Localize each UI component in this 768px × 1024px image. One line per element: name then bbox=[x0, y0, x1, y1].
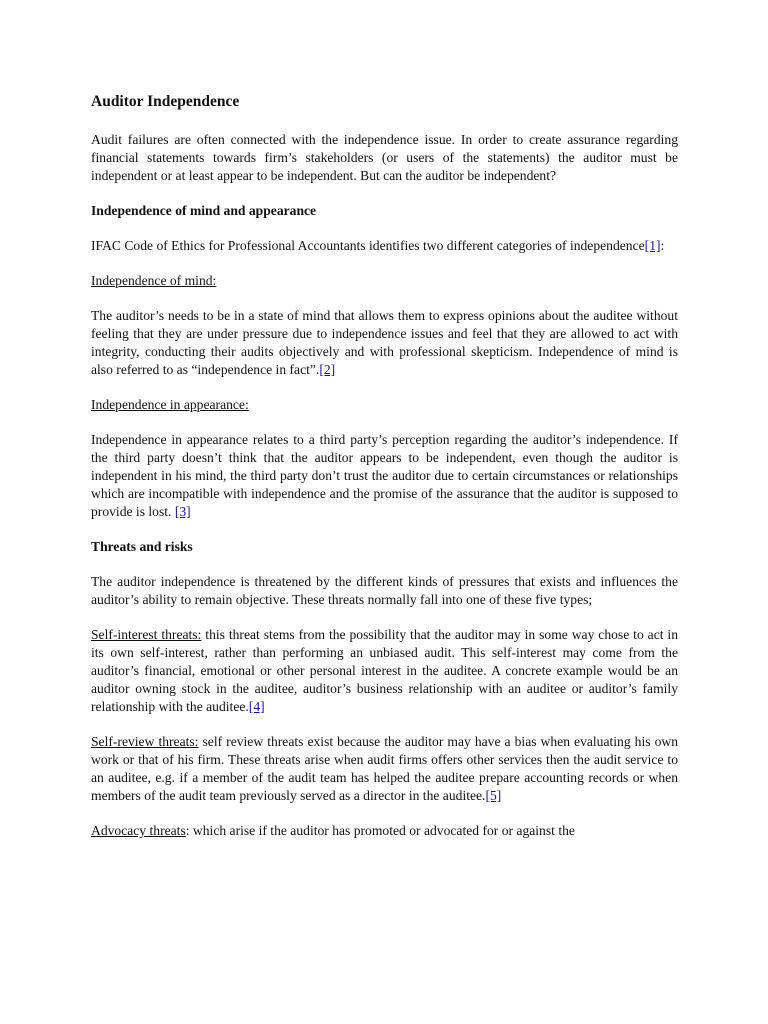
self-review-text: self review threats exist because the auditor may have a bias when evaluating his own work or that of his firm. These threats arise when audit firms offers other services then the audit service to an auditee, e.g. if a member of the audit team has helped the auditee prepare accounting records or when members of the audit team previously served as a director in the auditee. bbox=[91, 734, 678, 803]
mind-paragraph bbox=[91, 307, 678, 379]
self-interest-paragraph bbox=[91, 626, 678, 716]
appearance-label bbox=[91, 396, 678, 414]
footnote-link-1[interactable]: [1] bbox=[644, 238, 661, 253]
independence-of-mind-label: Independence of mind: bbox=[91, 273, 217, 288]
footnote-link-2[interactable]: [2] bbox=[319, 362, 336, 377]
self-interest-label: Self-interest threats: bbox=[91, 627, 202, 642]
mind-text: The auditor’s needs to be in a state of mind that allows them to express opinions about the auditee without feeling that they are under pressure due to independence issues and feel that they are allowed to act with integrity, conducting their audits objectively and with professional skepticism. Independence of mind is also referred to as “independence in fact”. bbox=[91, 308, 678, 377]
document-page bbox=[91, 92, 678, 857]
advocacy-text: : which arise if the auditor has promoted or advocated for or against the bbox=[185, 823, 575, 838]
footnote-link-5[interactable]: [5] bbox=[485, 788, 502, 803]
threats-intro-paragraph: The auditor independence is threatened by the different kinds of pressures that exists and influences the auditor’s ability to remain objective. These threats normally fall into one of these five types; bbox=[91, 574, 678, 607]
self-interest-text: this threat stems from the possibility that the auditor may in some way chose to act in its own self-interest, rather than performing an unbiased audit. This self-interest may come from the auditor’s financial, emotional or other personal interest in the auditee. A concrete example would be an auditor owning stock in the auditee, auditor’s business relationship with an auditee or auditor’s family relationship with the auditee. bbox=[91, 627, 678, 714]
appearance-text: Independence in appearance relates to a third party’s perception regarding the auditor’s independence. If the third party doesn’t think that the auditor appears to be independent, even though the auditor is independent in his mind, the third party don’t trust the auditor due to certain circumstances or relationships which are incompatible with independence and the promise of the assurance that the auditor is supposed to provide is lost. bbox=[91, 432, 678, 519]
intro-paragraph: Audit failures are often connected with the independence issue. In order to create assurance regarding financial statements towards firm’s stakeholders (or users of the statements) the auditor must be independent or at least appear to be independent. But can the auditor be independent? bbox=[91, 132, 678, 183]
footnote-link-4[interactable]: [4] bbox=[248, 699, 265, 714]
section-heading-independence: Independence of mind and appearance bbox=[91, 203, 317, 218]
footnote-link-3[interactable]: [3] bbox=[174, 504, 191, 519]
ifac-paragraph bbox=[91, 237, 678, 255]
advocacy-paragraph bbox=[91, 822, 678, 840]
self-review-paragraph bbox=[91, 733, 678, 805]
mind-label bbox=[91, 272, 678, 290]
appearance-paragraph bbox=[91, 431, 678, 521]
document-title: Auditor Independence bbox=[91, 93, 240, 110]
ifac-tail: : bbox=[660, 238, 665, 253]
advocacy-label: Advocacy threats bbox=[91, 823, 186, 838]
independence-in-appearance-label: Independence in appearance: bbox=[91, 397, 249, 412]
section-heading-threats: Threats and risks bbox=[91, 539, 193, 554]
self-review-label: Self-review threats: bbox=[91, 734, 199, 749]
ifac-text: IFAC Code of Ethics for Professional Accountants identifies two different categories of independence bbox=[91, 238, 645, 253]
